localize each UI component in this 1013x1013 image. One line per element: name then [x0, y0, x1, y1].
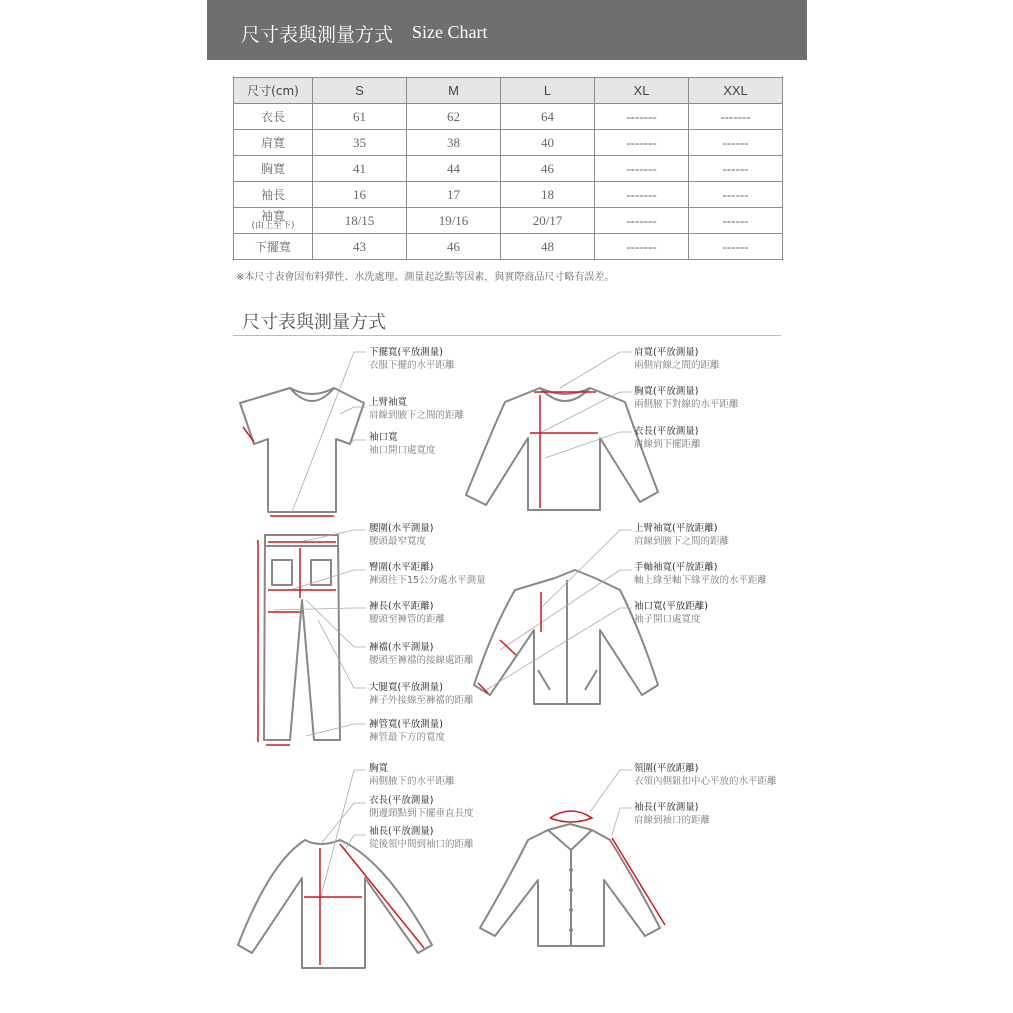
- header-title-zh: 尺寸表與測量方式: [241, 24, 394, 46]
- table-cell: 61: [313, 104, 407, 130]
- label-title: 腰圍(水平測量): [369, 523, 434, 534]
- size-header: L: [501, 78, 595, 104]
- label-desc: 褲子外接線至褲襠的距離: [369, 695, 474, 706]
- label-desc: 肩線到袖口的距離: [634, 815, 711, 826]
- table-cell: ------: [689, 234, 783, 260]
- table-cell: 18/15: [313, 208, 407, 234]
- table-cell: -------: [689, 104, 783, 130]
- table-cell: 48: [501, 234, 595, 260]
- table-cell: 44: [407, 156, 501, 182]
- label-desc: 腰頭最窄寬度: [369, 536, 427, 547]
- jacket-pocket-left: [538, 670, 550, 690]
- label-desc: 肩線到腋下之間的距離: [634, 536, 730, 547]
- table-cell: 35: [313, 130, 407, 156]
- raglan-outline: [238, 840, 432, 968]
- measure-lines: [243, 392, 665, 965]
- table-cell: 43: [313, 234, 407, 260]
- label-title: 上臂袖寬: [369, 397, 408, 408]
- label-title: 褲襠(水平測量): [369, 642, 434, 653]
- label-title: 褲管寬(平放測量): [369, 719, 443, 730]
- disclaimer-note: ※本尺寸表會因布料彈性、水洗處理、測量起訖點等因素，與實際商品尺寸略有誤差。: [236, 272, 615, 283]
- label-jacket-forearm: [634, 561, 767, 587]
- label-title: 大腿寬(平放測量): [369, 682, 443, 693]
- table-cell: -------: [595, 208, 689, 234]
- table-cell: 41: [313, 156, 407, 182]
- label-desc: 袖口開口處寬度: [369, 445, 436, 456]
- label-shirt-sleeve: [634, 801, 710, 827]
- label-tee-upper-sleeve: [369, 396, 464, 422]
- label-title: 上臂袖寬(平放距離): [634, 523, 718, 534]
- table-cell: 17: [407, 182, 501, 208]
- label-shirt-collar: [634, 762, 777, 788]
- table-cell: 18: [501, 182, 595, 208]
- label-title: 袖長(平放測量): [634, 802, 699, 813]
- size-header: S: [313, 78, 407, 104]
- table-cell: 64: [501, 104, 595, 130]
- label-pants-leg: [369, 718, 445, 744]
- label-raglan-chest: [369, 762, 455, 788]
- table-cell: ------: [689, 182, 783, 208]
- size-header: XL: [595, 78, 689, 104]
- label-desc: 軸上緣至軸下緣平放的水平距離: [634, 575, 768, 586]
- label-pants-hip: [369, 561, 486, 587]
- label-sweater-chest: [634, 385, 739, 411]
- table-cell: 46: [501, 156, 595, 182]
- label-title: 袖口寬(平放距離): [634, 601, 708, 612]
- table-cell: -------: [595, 104, 689, 130]
- label-title: 下擺寬(平放測量): [369, 347, 443, 358]
- shirt-button: [569, 928, 573, 932]
- label-title: 袖長(平放測量): [369, 826, 434, 837]
- row-label-sub: (由上至下): [251, 221, 295, 231]
- table-cell: 20/17: [501, 208, 595, 234]
- label-desc: 兩側腋下對線的水平距離: [634, 399, 739, 410]
- pants-pocket-left: [272, 560, 292, 585]
- label-desc: 褲頭往下15公分處水平測量: [369, 575, 486, 586]
- table-cell: 19/16: [407, 208, 501, 234]
- table-cell: 38: [407, 130, 501, 156]
- table-cell: ------: [689, 156, 783, 182]
- shirt-button: [569, 888, 573, 892]
- label-title: 衣長(平放測量): [634, 426, 699, 437]
- section-title: 尺寸表與測量方式: [242, 312, 386, 333]
- shirt-button: [569, 908, 573, 912]
- row-label-main: 袖寬: [260, 209, 285, 223]
- row-label: 胸寬: [234, 156, 313, 182]
- label-desc: 側邊頸點到下擺垂直長度: [369, 808, 474, 819]
- size-header: XXL: [689, 78, 783, 104]
- label-jacket-cuff: [634, 600, 708, 626]
- label-title: 臀圍(水平距離): [369, 562, 434, 573]
- label-pants-length: [369, 600, 445, 626]
- table-cell: 46: [407, 234, 501, 260]
- label-sweater-length: [634, 425, 701, 451]
- label-desc: 腰頭至褲襠的接線處距離: [369, 655, 474, 666]
- jacket-pocket-right: [585, 670, 597, 690]
- label-title: 袖口寬: [369, 432, 398, 443]
- size-header: M: [407, 78, 501, 104]
- tshirt-outline: [240, 388, 364, 512]
- table-cell: 62: [407, 104, 501, 130]
- label-desc: 褲管最下方的寬度: [369, 732, 446, 743]
- pants-pocket-right: [311, 560, 331, 585]
- label-desc: 衣服下擺的水平距離: [369, 360, 455, 371]
- label-tee-hem: [369, 346, 455, 372]
- label-raglan-length: [369, 794, 474, 820]
- sweater-outline: [466, 388, 658, 510]
- label-desc: 腰頭至褲管的距離: [369, 614, 446, 625]
- shirt-button: [569, 868, 573, 872]
- label-desc: 袖子開口處寬度: [634, 614, 701, 625]
- label-pants-waist: [369, 522, 433, 548]
- label-desc: 從後領中間到袖口的距離: [369, 839, 474, 850]
- label-title: 領圍(平放距離): [634, 763, 699, 774]
- table-cell: ------: [689, 130, 783, 156]
- label-title: 褲長(水平距離): [369, 601, 434, 612]
- label-desc: 肩線到下擺距離: [634, 439, 701, 450]
- table-cell: -------: [595, 182, 689, 208]
- label-desc: 衣領內側鈕扣中心平放的水平距離: [634, 776, 777, 787]
- label-title: 胸寬(平放測量): [634, 386, 699, 397]
- table-cell: -------: [595, 130, 689, 156]
- label-desc: 肩線到腋下之間的距離: [369, 410, 465, 421]
- label-title: 胸寬: [369, 763, 389, 774]
- row-label: 衣長: [234, 104, 313, 130]
- label-desc: 兩側腋下的水平距離: [369, 776, 455, 787]
- table-cell: -------: [595, 234, 689, 260]
- label-title: 肩寬(平放測量): [634, 347, 699, 358]
- label-title: 手軸袖寬(平放距離): [634, 562, 718, 573]
- label-title: 衣長(平放測量): [369, 795, 434, 806]
- row-label: 下擺寬: [234, 234, 313, 260]
- label-pants-thigh: [369, 681, 474, 707]
- table-cell: 16: [313, 182, 407, 208]
- header-title-en: Size Chart: [412, 22, 488, 42]
- table-cell: -------: [595, 156, 689, 182]
- label-jacket-upper-sleeve: [634, 522, 729, 548]
- label-raglan-sleeve: [369, 825, 474, 851]
- label-sweater-shoulder: [634, 346, 720, 372]
- row-label: 袖長: [234, 182, 313, 208]
- table-cell: 40: [501, 130, 595, 156]
- label-pants-rise: [369, 641, 474, 667]
- row-label: 肩寬: [234, 130, 313, 156]
- corner-cell: 尺寸(cm): [234, 78, 313, 104]
- shirt-collar: [548, 830, 592, 850]
- label-desc: 兩側肩線之間的距離: [634, 360, 720, 371]
- pants-outline: [264, 535, 340, 740]
- label-tee-cuff: [369, 431, 436, 457]
- table-cell: ------: [689, 208, 783, 234]
